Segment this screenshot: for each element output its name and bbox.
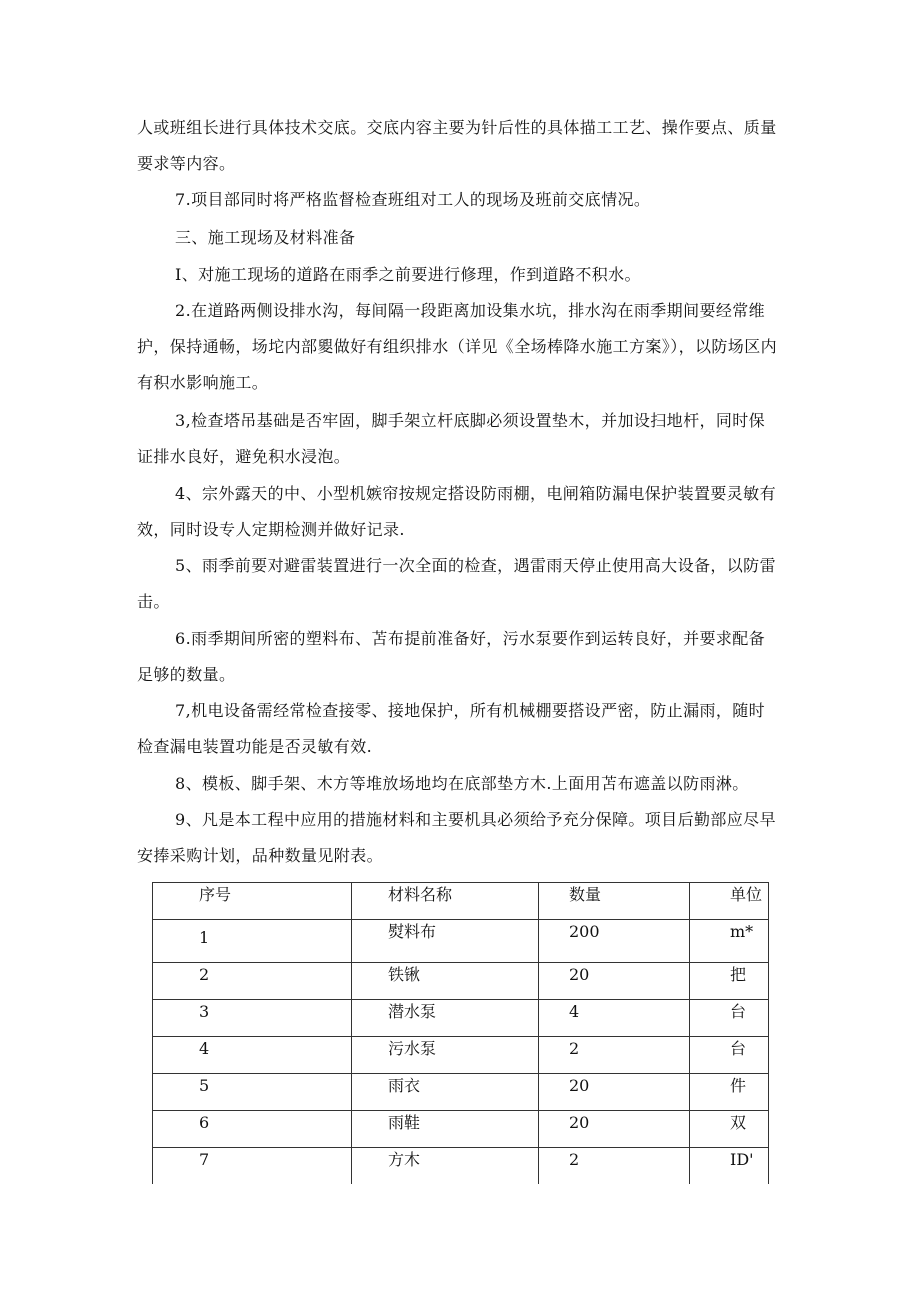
table-cell: 把 xyxy=(690,963,769,1000)
paragraph-9: 9、凡是本工程中应用的措施材料和主要机具必须给予充分保障。项目后勤部应尽早安捧采购计划，品种数量见附表。 xyxy=(137,810,776,865)
header-cell: 材料名称 xyxy=(352,883,539,920)
materials-table xyxy=(152,882,769,1184)
table-cell: 3 xyxy=(153,1000,352,1037)
table-row xyxy=(153,1037,769,1074)
table-cell: 4 xyxy=(153,1037,352,1074)
table-cell: 雨衣 xyxy=(352,1074,539,1111)
paragraph-8: 8、模板、脚手架、木方等堆放场地均在底部垫方木.上面用苫布遮盖以防雨淋。 xyxy=(175,774,749,793)
paragraph-2: 2.在道路两侧设排水沟，每间隔一段距离加设集水坑，排水沟在雨季期间要经常维护，保持通畅，场坨内部夓做好有组织排水（详见《全场棒降水施工方案》），以防场区内有积水影响施工。 xyxy=(137,301,778,392)
header-cell: 序号 xyxy=(153,883,352,920)
table-cell: 20 xyxy=(539,1111,690,1148)
paragraph-7: 7.项目部同时将严格监督检查班组对工人的现场及班前交底情况。 xyxy=(175,190,651,209)
table-cell: 1 xyxy=(153,920,352,963)
paragraph-continuation: 人或班组长进行具体技术交底。交底内容主要为针后性的具体描工工艺、操作要点、质量要求等内容。 xyxy=(137,118,777,173)
table-cell: 方木 xyxy=(352,1148,539,1185)
table-cell: 2 xyxy=(539,1037,690,1074)
table-cell: 潜水泵 xyxy=(352,1000,539,1037)
table-cell: 5 xyxy=(153,1074,352,1111)
paragraph-3: 3,检查塔吊基础是否牢固，脚手架立杆底脚必须设置垫木，并加设扫地杆，同时保证排水良好，避免积水浸泡。 xyxy=(137,411,766,466)
table-row xyxy=(153,1074,769,1111)
table-cell: 2 xyxy=(539,1148,690,1185)
table-row xyxy=(153,963,769,1000)
table-cell: 台 xyxy=(690,1037,769,1074)
table-cell: 件 xyxy=(690,1074,769,1111)
table-cell: m* xyxy=(690,920,769,963)
header-cell: 数量 xyxy=(539,883,690,920)
table-cell: 污水泵 xyxy=(352,1037,539,1074)
table-cell: 雨鞋 xyxy=(352,1111,539,1148)
paragraph-1: I、对施工现场的道路在雨季之前要进行修理，作到道路不积水。 xyxy=(175,265,641,284)
table-row xyxy=(153,920,769,963)
table-cell: 熨料布 xyxy=(352,920,539,963)
paragraph-4: 4、宗外露天的中、小型机嫉帘按规定搭设防雨棚，电闸箱防漏电保护装置要灵敏有效，同时设专人定期检测并做好记录. xyxy=(137,484,776,539)
table-cell: 20 xyxy=(539,1074,690,1111)
table-cell: 6 xyxy=(153,1111,352,1148)
table-row xyxy=(153,1148,769,1185)
table-row xyxy=(153,1000,769,1037)
paragraph-5: 5、雨季前要对避雷装置进行一次全面的检查，遇雷雨天停止使用高大设备，以防雷击。 xyxy=(137,556,776,611)
table-cell: 台 xyxy=(690,1000,769,1037)
table-header-row xyxy=(153,883,769,920)
table-cell: ID' xyxy=(690,1148,769,1185)
header-cell: 单位 xyxy=(690,883,769,920)
section-heading: 三、施工现场及材料准备 xyxy=(175,228,356,247)
table-cell: 双 xyxy=(690,1111,769,1148)
table-cell: 2 xyxy=(153,963,352,1000)
table-cell: 铁锹 xyxy=(352,963,539,1000)
table-cell: 200 xyxy=(539,920,690,963)
table-cell: 20 xyxy=(539,963,690,1000)
table-cell: 7 xyxy=(153,1148,352,1185)
paragraph-7b: 7,机电设备需经常检查接零、接地保护，所有机械棚要搭设严密，防止漏雨，随时检查漏电装置功能是否灵敏有效. xyxy=(137,701,766,756)
table-row xyxy=(153,1111,769,1148)
table-cell: 4 xyxy=(539,1000,690,1037)
paragraph-6: 6.雨季期间所密的塑料布、苫布提前准备好，污水泵要作到运转良好，并要求配备足够的数量。 xyxy=(137,629,766,684)
